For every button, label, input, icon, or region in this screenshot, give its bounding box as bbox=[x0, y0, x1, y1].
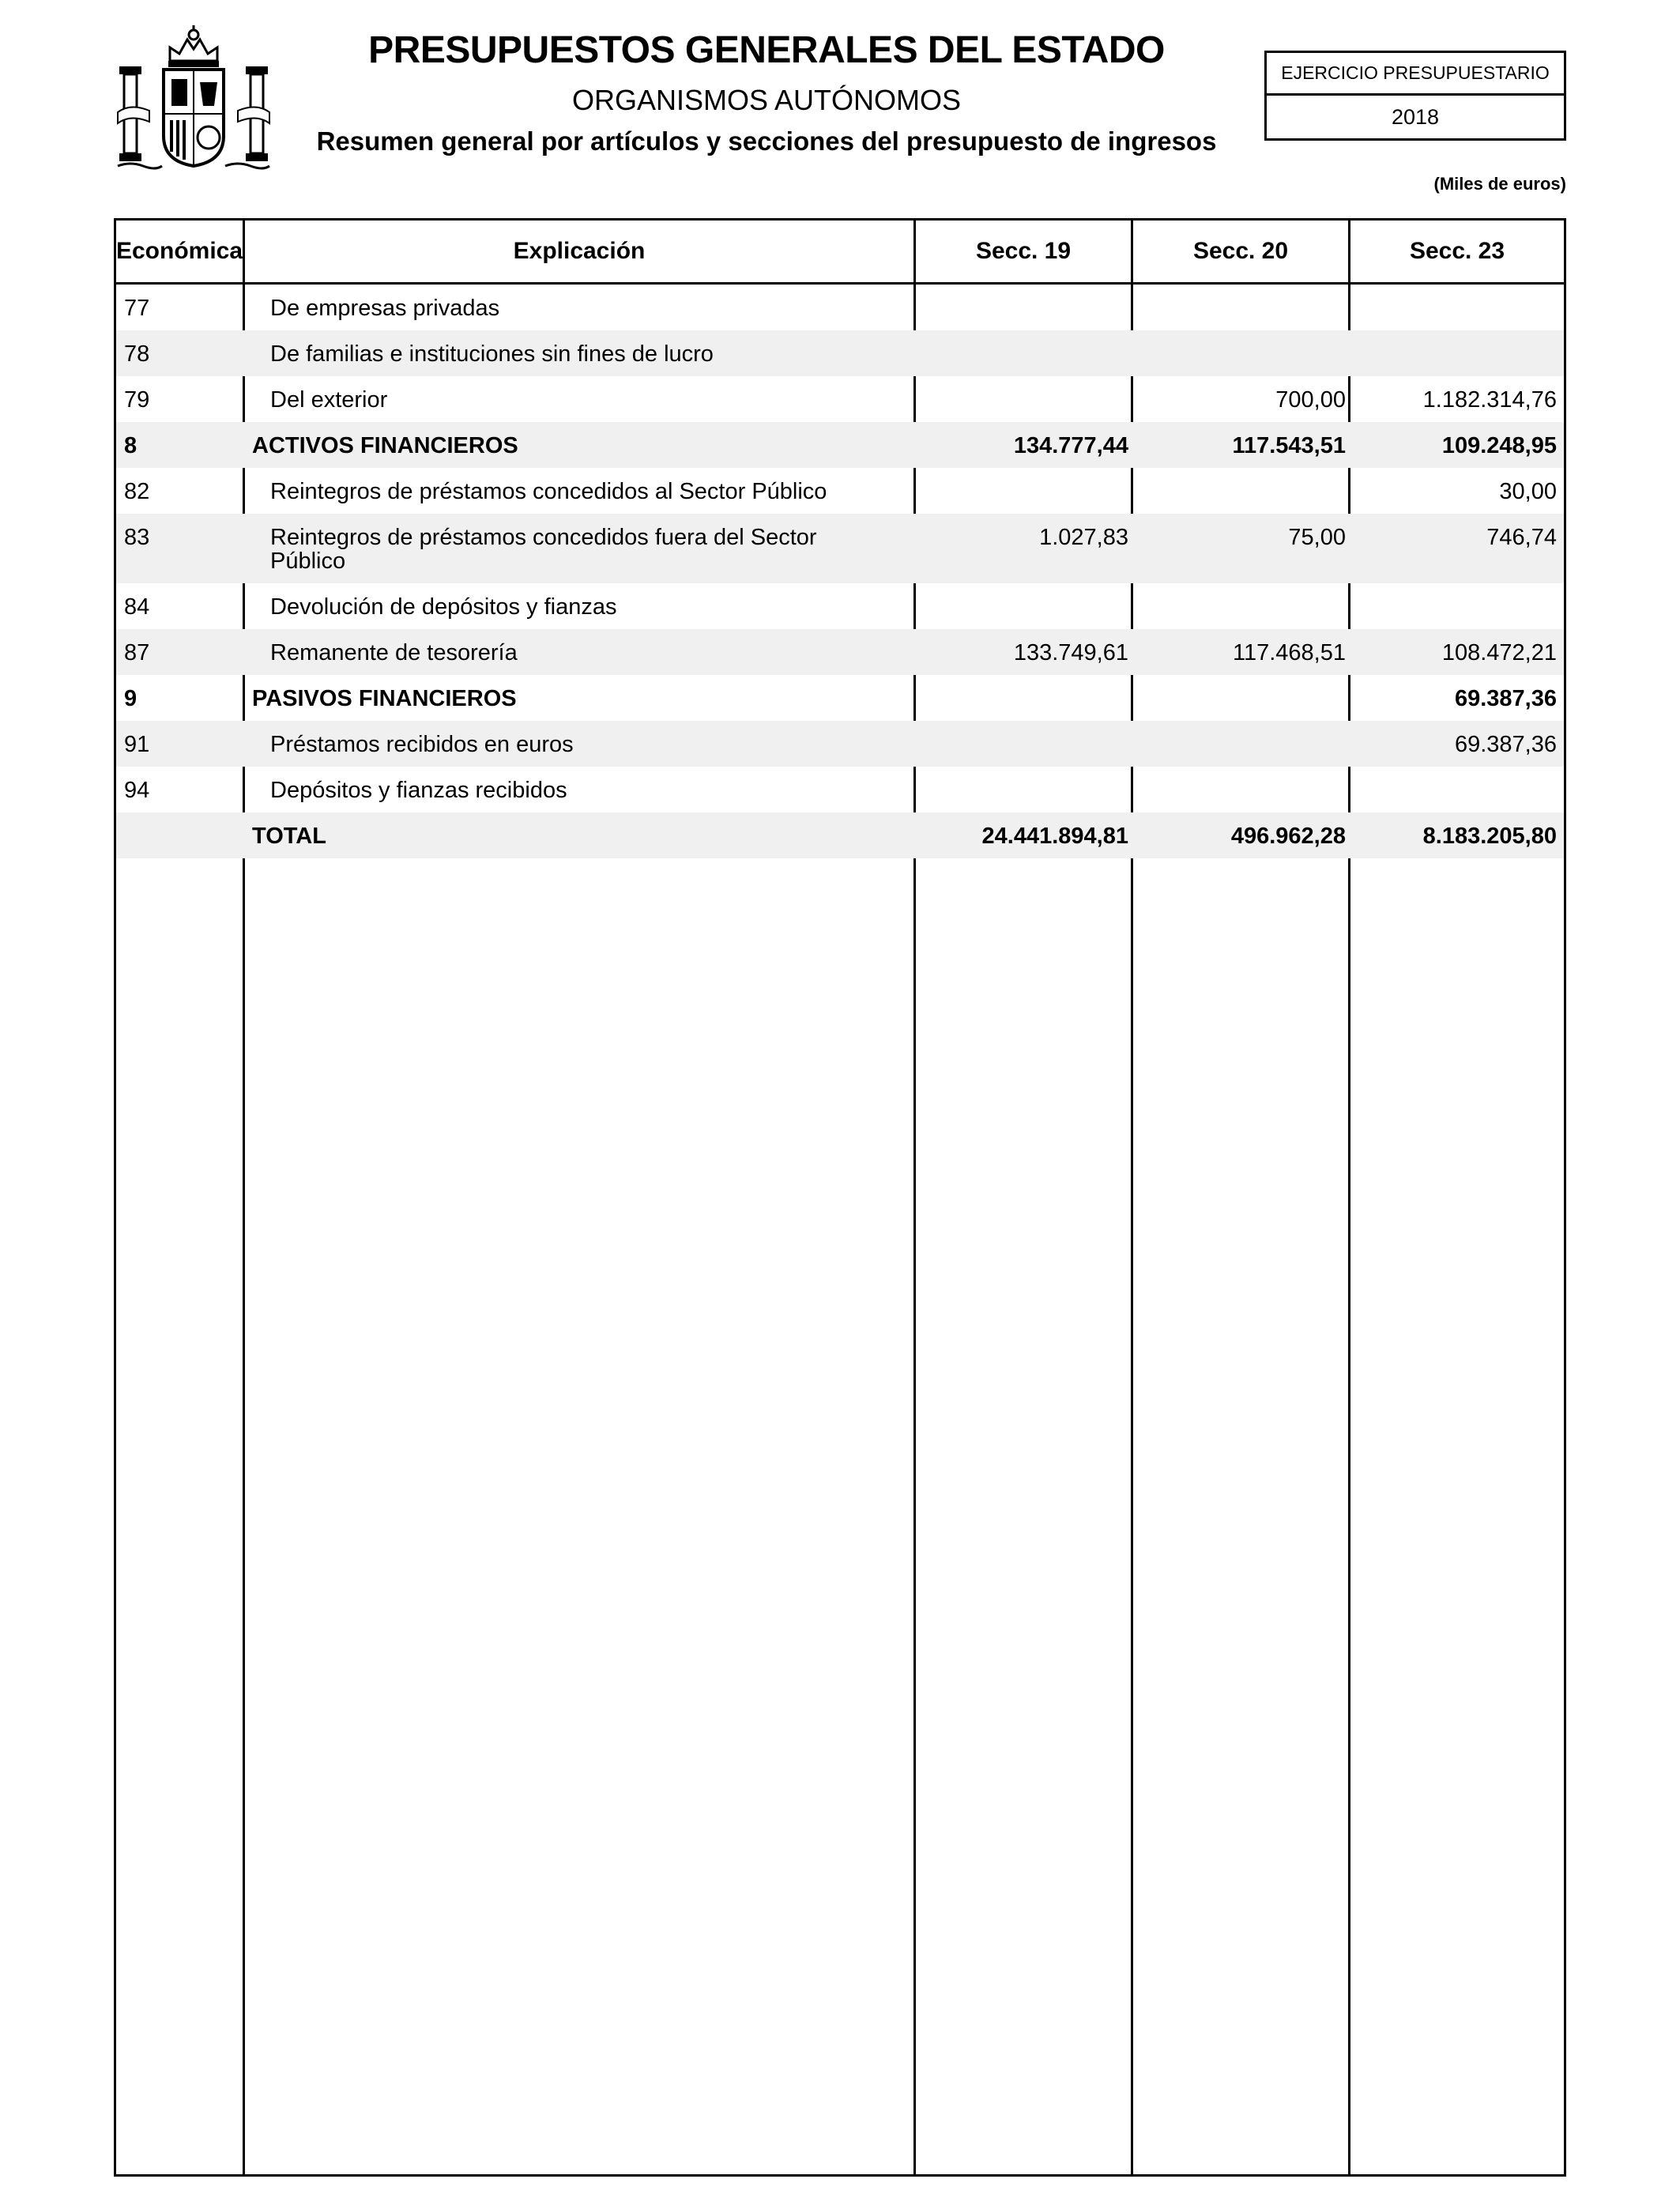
row-secc19: 24.441.894,81 bbox=[981, 824, 1128, 849]
ejercicio-year: 2018 bbox=[1391, 104, 1440, 129]
table-row bbox=[116, 514, 1564, 583]
row-secc20 bbox=[1132, 330, 1346, 342]
row-secc20 bbox=[1132, 468, 1346, 480]
row-secc19 bbox=[915, 468, 1128, 480]
row-code: 94 bbox=[124, 778, 150, 803]
row-description-line2: Público bbox=[270, 548, 346, 574]
row-secc23: 109.248,95 bbox=[1441, 433, 1557, 458]
row-secc19 bbox=[915, 583, 1128, 595]
row-secc19 bbox=[915, 285, 1128, 296]
row-code bbox=[124, 812, 235, 824]
row-secc23: 69.387,36 bbox=[1454, 686, 1557, 711]
table-row bbox=[116, 376, 1564, 422]
row-secc20 bbox=[1132, 721, 1346, 733]
column-header-secc19: Secc. 19 bbox=[975, 238, 1072, 264]
row-description: PASIVOS FINANCIEROS bbox=[252, 686, 517, 711]
row-description: Reintegros de préstamos concedidos al Sector Público bbox=[270, 479, 827, 504]
row-secc19 bbox=[915, 330, 1128, 342]
document-subtitle: ORGANISMOS AUTÓNOMOS bbox=[571, 84, 962, 116]
row-description: Remanente de tesorería bbox=[270, 640, 518, 665]
row-secc20 bbox=[1132, 675, 1346, 687]
row-secc20 bbox=[1132, 767, 1346, 778]
row-secc19: 134.777,44 bbox=[1013, 433, 1128, 458]
units-note: (Miles de euros) bbox=[1433, 174, 1566, 194]
row-description bbox=[270, 514, 981, 573]
row-code: 79 bbox=[124, 387, 150, 413]
row-description: Devolución de depósitos y fianzas bbox=[270, 594, 617, 620]
row-description: De familias e instituciones sin fines de lucro bbox=[270, 341, 714, 367]
table-body bbox=[116, 285, 1564, 858]
row-secc23: 1.182.314,76 bbox=[1422, 387, 1557, 413]
row-description: Del exterior bbox=[270, 387, 388, 413]
row-description: Préstamos recibidos en euros bbox=[270, 732, 574, 757]
row-code: 8 bbox=[124, 433, 137, 458]
row-secc23 bbox=[1350, 285, 1557, 296]
column-header-explicacion: Explicación bbox=[513, 238, 646, 264]
document-title: PRESUPUESTOS GENERALES DEL ESTADO bbox=[368, 29, 1165, 71]
row-secc20: 496.962,28 bbox=[1230, 824, 1346, 849]
row-secc23: 30,00 bbox=[1499, 479, 1557, 504]
row-description-line1: Reintegros de préstamos concedidos fuera del Sector bbox=[270, 525, 817, 550]
row-secc20: 117.543,51 bbox=[1232, 433, 1346, 458]
row-code: 83 bbox=[124, 525, 150, 550]
column-header-economica: Económica bbox=[115, 238, 243, 264]
row-code: 84 bbox=[124, 594, 150, 620]
row-description: De empresas privadas bbox=[270, 296, 500, 321]
row-code: 87 bbox=[124, 640, 150, 665]
row-secc23 bbox=[1350, 330, 1557, 342]
row-code: 9 bbox=[124, 686, 137, 711]
table-row bbox=[116, 629, 1564, 675]
row-secc23 bbox=[1350, 767, 1557, 778]
table-row-chapter bbox=[116, 675, 1564, 721]
row-secc19 bbox=[915, 675, 1128, 687]
table-row bbox=[116, 767, 1564, 812]
row-code: 78 bbox=[124, 341, 150, 367]
row-secc20 bbox=[1132, 583, 1346, 595]
row-secc23: 8.183.205,80 bbox=[1422, 824, 1557, 849]
row-secc23: 69.387,36 bbox=[1454, 732, 1557, 757]
table-row bbox=[116, 721, 1564, 767]
row-description: Depósitos y fianzas recibidos bbox=[270, 778, 567, 803]
table-row-chapter bbox=[116, 422, 1564, 468]
column-header-secc23: Secc. 23 bbox=[1409, 238, 1505, 264]
row-secc20: 75,00 bbox=[1288, 525, 1346, 550]
row-secc23 bbox=[1350, 583, 1557, 595]
row-code: 91 bbox=[124, 732, 150, 757]
spain-coat-of-arms-icon bbox=[115, 17, 273, 175]
column-header-secc20: Secc. 20 bbox=[1192, 238, 1289, 264]
ejercicio-box bbox=[1264, 51, 1566, 141]
row-description: ACTIVOS FINANCIEROS bbox=[252, 433, 518, 458]
row-secc23: 108.472,21 bbox=[1441, 640, 1557, 665]
table-row bbox=[116, 583, 1564, 629]
row-secc19 bbox=[915, 721, 1128, 733]
table-row bbox=[116, 468, 1564, 514]
row-secc19 bbox=[915, 376, 1128, 388]
row-secc20: 700,00 bbox=[1275, 387, 1346, 413]
row-secc19 bbox=[915, 767, 1128, 778]
row-secc20: 117.468,51 bbox=[1233, 640, 1346, 665]
row-secc19: 1.027,83 bbox=[1039, 525, 1128, 550]
row-secc23: 746,74 bbox=[1486, 525, 1557, 550]
row-description: TOTAL bbox=[252, 824, 326, 849]
table-row bbox=[116, 330, 1564, 376]
row-code: 77 bbox=[124, 296, 150, 321]
document-description: Resumen general por artículos y secciones del presupuesto de ingresos bbox=[316, 126, 1217, 156]
row-secc20 bbox=[1132, 285, 1346, 296]
table-row bbox=[116, 285, 1564, 330]
table-row-total bbox=[116, 812, 1564, 858]
row-code: 82 bbox=[124, 479, 150, 504]
row-secc19: 133.749,61 bbox=[1013, 640, 1128, 665]
ejercicio-label: EJERCICIO PRESUPUESTARIO bbox=[1267, 53, 1564, 96]
